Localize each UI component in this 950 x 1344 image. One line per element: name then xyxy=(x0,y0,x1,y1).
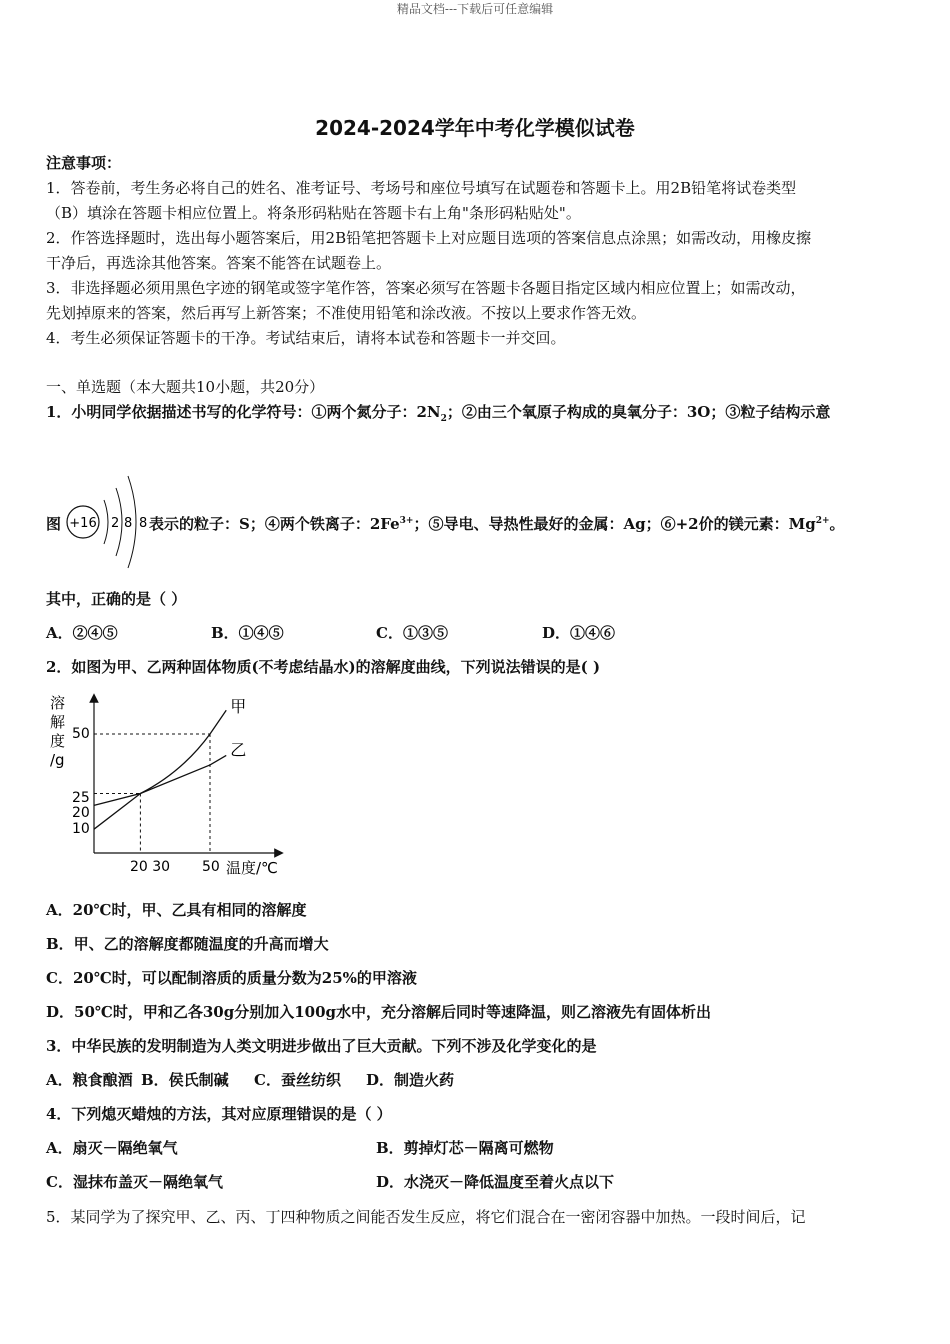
chart-guides xyxy=(94,734,210,853)
y-tick-label: 20 xyxy=(72,805,90,821)
x-axis-label: 温度/℃ xyxy=(226,859,278,877)
q4-option-c[interactable]: C．湿抹布盖灭－隔绝氧气 xyxy=(46,1173,223,1191)
q2-stem: 2．如图为甲、乙两种固体物质(不考虑结晶水)的溶解度曲线，下列说法错误的是( ) xyxy=(46,658,601,676)
notes-line: 4．考生必须保证答题卡的干净。考试结束后，请将本试卷和答题卡一并交回。 xyxy=(46,329,566,347)
series-label: 甲 xyxy=(230,697,247,717)
y-axis-label: 解 xyxy=(50,713,66,731)
y-axis-label: 度 xyxy=(50,732,66,750)
q1-line1: 1．小明同学依据描述书写的化学符号：①两个氮分子：$2N_2$；②由三个氧原子构成的臭氧分子：3O；③粒子结构示意 xyxy=(46,403,831,424)
notes-line: 先划掉原来的答案，然后再写上新答案；不准使用铅笔和涂改液。不按以上要求作答无效。 xyxy=(46,304,647,322)
page-title: 2024-2024学年中考化学模似试卷 xyxy=(315,116,635,140)
y-axis-label: /g xyxy=(50,751,65,769)
shell-count: 8 xyxy=(124,516,133,531)
series-line-jia xyxy=(94,710,226,829)
x-tick-label: 20 30 xyxy=(130,859,171,875)
notes-line: （B）填涂在答题卡相应位置上。将条形码粘贴在答题卡右上角"条形码粘贴处"。 xyxy=(46,204,581,222)
q4-stem: 4．下列熄灭蜡烛的方法，其对应原理错误的是（ ） xyxy=(46,1105,392,1123)
q5-stem: 5．某同学为了探究甲、乙、丙、丁四种物质之间能否发生反应，将它们混合在一密闭容器中加热。一段时间后，记 xyxy=(46,1208,806,1226)
notes-line: 1．答卷前，考生务必将自己的姓名、准考证号、考场号和座位号填写在试题卷和答题卡上。用2B铅笔将试卷类型 xyxy=(46,179,797,197)
q1-option-c[interactable]: C．①③⑤ xyxy=(376,624,448,642)
q3-option-a[interactable]: A．粮食酿酒 xyxy=(46,1071,133,1089)
shell-count: 8 xyxy=(139,516,148,531)
q2-option-b[interactable]: B．甲、乙的溶解度都随温度的升高而增大 xyxy=(46,935,329,953)
shell-count: 2 xyxy=(111,516,120,531)
q4-option-a[interactable]: A．扇灭－隔绝氧气 xyxy=(46,1139,178,1157)
y-tick-label: 10 xyxy=(72,821,90,837)
q3-option-d[interactable]: D．制造火药 xyxy=(366,1071,455,1089)
q3-option-b[interactable]: B．侯氏制碱 xyxy=(141,1071,229,1089)
q4-option-b[interactable]: B．剪掉灯芯－隔离可燃物 xyxy=(376,1139,554,1157)
q2-option-c[interactable]: C．20℃时，可以配制溶质的质量分数为25%的甲溶液 xyxy=(46,969,417,987)
notes-line: 3．非选择题必须用黑色字迹的钢笔或签字笔作答，答案必须写在答题卡各题目指定区域内相应位置上；如需改动， xyxy=(46,279,806,297)
q1-option-d[interactable]: D．①④⑥ xyxy=(542,624,616,642)
nucleus-charge: +16 xyxy=(69,516,97,531)
y-tick-label: 50 xyxy=(72,726,90,742)
q1-stem: 其中，正确的是（ ） xyxy=(46,590,187,608)
solubility-chart xyxy=(44,688,294,883)
q2-option-a[interactable]: A．20℃时，甲、乙具有相同的溶解度 xyxy=(46,901,307,919)
series-line-yi xyxy=(94,755,226,805)
y-tick-label: 25 xyxy=(72,790,90,806)
notes-line: 干净后，再选涂其他答案。答案不能答在试题卷上。 xyxy=(46,254,392,272)
notes-heading: 注意事项： xyxy=(46,154,122,172)
q4-option-d[interactable]: D．水浇灭－降低温度至着火点以下 xyxy=(376,1173,615,1191)
q3-option-c[interactable]: C．蚕丝纺织 xyxy=(254,1071,341,1089)
q1-line2: 表示的粒子：S；④两个铁离子：$2Fe^{3+}$；⑤导电、导热性最好的金属：Ag；⑥+2价的镁元素：$Mg^{2+}$。 xyxy=(149,515,845,533)
q3-stem: 3．中华民族的发明制造为人类文明进步做出了巨大贡献。下列不涉及化学变化的是 xyxy=(46,1037,597,1055)
x-tick-label: 50 xyxy=(202,859,220,875)
q2-option-d[interactable]: D．50℃时，甲和乙各30g分别加入100g水中，充分溶解后同时等速降温，则乙溶液先有固体析出 xyxy=(46,1003,712,1021)
section-heading: 一、单选题（本大题共10小题，共20分） xyxy=(46,378,325,396)
chart-series xyxy=(94,697,246,829)
q1-pre: 图 xyxy=(46,515,62,533)
page-header: 精品文档---下载后可任意编辑 xyxy=(396,2,554,16)
atom-structure-diagram xyxy=(64,470,154,570)
q1-option-b[interactable]: B．①④⑤ xyxy=(211,624,284,642)
series-label: 乙 xyxy=(230,740,247,760)
q1-option-a[interactable]: A．②④⑤ xyxy=(46,624,118,642)
y-axis-label: 溶 xyxy=(50,694,66,712)
notes-line: 2．作答选择题时，选出每小题答案后，用2B铅笔把答题卡上对应题目选项的答案信息点涂黑；如需改动，用橡皮擦 xyxy=(46,229,812,247)
